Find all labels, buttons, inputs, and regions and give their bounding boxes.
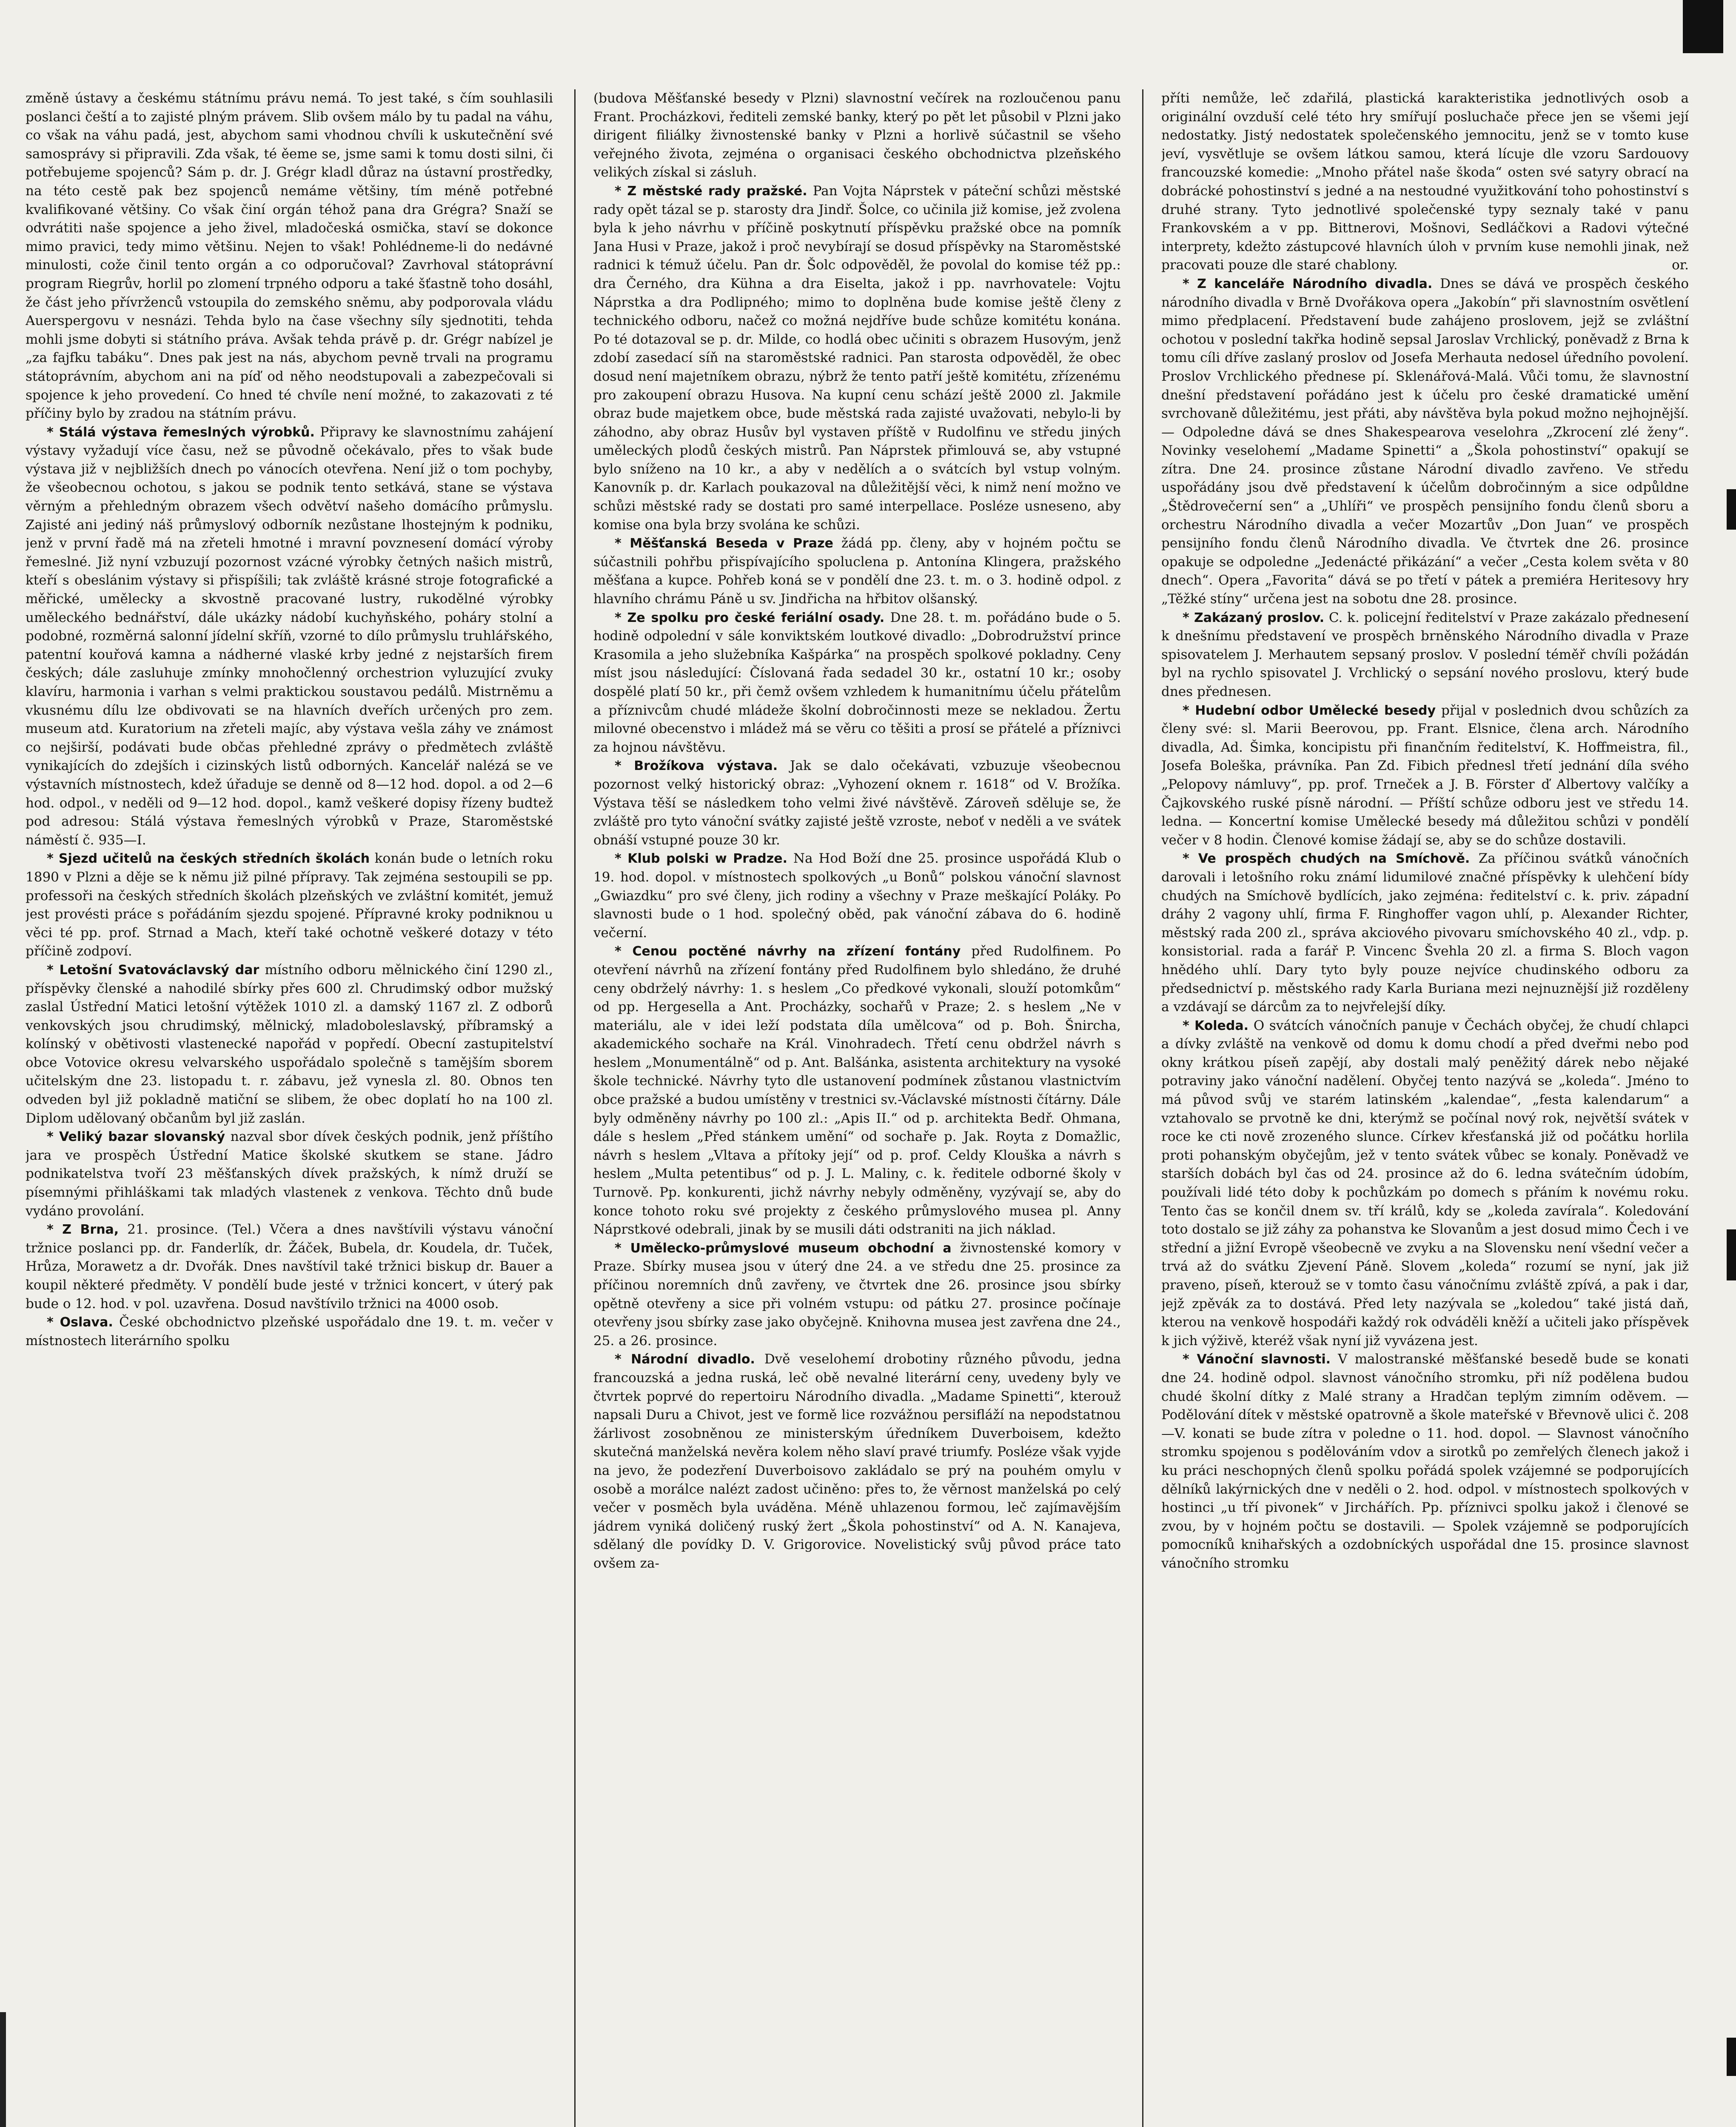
article-text: 21. prosince. (Tel.) Včera a dnes navštívili výstavu vánoční tržnice poslanci pp. dr. Fanderlík, dr. Žáček, Bubela, dr. Koudela, dr. Tuček, Hrůza, Morawetz a dr. Dvořák. Dnes navštívil také tržnici biskup dr. Bauer a koupil některé předměty. V pondělí bude jesté v tržnici koncert, v úterý pak bude o 12. hod. v pol. uzavřena. Dosud navštívilo tržnici na 4000 osob. [26, 1222, 553, 1312]
article-heading: * Národní divadlo. [615, 1352, 755, 1367]
article-heading: * Hudební odbor Umělecké besedy [1183, 703, 1436, 718]
article-text: Za příčinou svátků vánočních darovali i letošního roku známí lidumilové značné příspěvky k ulehčení bídy chudých na Smíchově bydlících, jako zejména: ředitelství c. k. priv. západní dráhy 2 vagony uhlí, firma F. Ringhoffer vagon uhlí, p. Alexander Richter, městský rada 200 zl., správa akciového pivovaru smíchovského 40 zl., vdp. p. konsistorial. rada a farář P. Vincenc Švehla 20 zl. a firma S. Bloch vagon hnědého uhlí. Dary tyto byly pouze nejvíce chudinského odboru za předsednictví p. městského rady Karla Buriana mezi nejnuznější již rozděleny a vzdávají se dárcům za to nejvřelejší díky. [1161, 851, 1689, 1015]
article-text: Dvě veselohemí drobotiny různého původu, jedna francouzská a jedna ruská, leč obě nevalné literární ceny, uvedeny byly ve čtvrtek poprvé do repertoiru Národního divadla. „Madame Spinetti“, kterouž napsali Duru a Chivot, jest ve formě lice rozvážnou persifláží na nepodstatnou žárlivost zosobněnou ze ministerským úředníkem Duverboisem, kdežto skutečná manželská nevěra kolem něho slaví pravé triumfy. Posléze však vyjde na jevo, že podezření Duverboisovo zakládalo se prý na pouhém omylu v osobě a morálce nalézt zadost učiněno: přes to, že věrnost manželská po celý večer v posměch byla uváděna. Méně uhlazenou formou, leč zajímavějším jádrem vyniká doličený ruský žert „Škola pohostinství“ od A. N. Kanajeva, sdělaný dle povídky D. V. Grigorovice. Novelistický svůj původ práce tato ovšem za- [593, 1351, 1121, 1571]
article-paragraph [593, 1239, 1121, 1351]
article-paragraph [1161, 1350, 1689, 1573]
article-heading: * Vánoční slavnosti. [1183, 1352, 1331, 1367]
article-paragraph [593, 850, 1121, 942]
article-paragraph [593, 182, 1121, 534]
article-paragraph [1161, 1017, 1689, 1351]
article-text: O svátcích vánočních panuje v Čechách obyčej, že chudí chlapci a dívky zvláště na venkově od domu k domu chodí a před dveřmi nebo pod okny krátkou píseň zapějí, aby dostali malý peněžitý dárek nebo nějaké potraviny jako vánoční nadělení. Obyčej tento nazývá se „koleda“. Jméno to má původ svůj ve starém latinském „kalendae“, „festa kalendarum“ a vztahovalo se prvotně ke dni, kterýmž se počínal nový rok, největší svátek v roce ke cti nově zrozeného slunce. Církev křesťanská již od počátku horlila proti pohanským obyčejům, jež v tento svátek vůbec se konaly. Poněvadž ve starších dobách byl čas od 24. prosince až do 6. ledna svátečním údobím, používali lidé této doby k pochůzkám po domech s přáním k novému roku. Tento čas se končil dnem sv. tří králů, kdy se „koleda zavírala“. Koledování toto dostalo se již záhy za pohanstva ke Slovanům a jest dosud mimo Čech i ve střední a jižní Evropě všeobecně ve zvyku a na Slovensku není všední večer a trvá až do svátku Zjevení Páně. Slovem „koleda“ rozumí se nyní, jak již praveno, píseň, kterouž se v tomto času vánočnímu zvláště zpívá, a pak i dar, jejž zpěvák za to dostává. Před lety nazývala se „koledou“ také jistá daň, kterou na venkově hospodáři každý rok odváděli kněží a učiteli jako příspěvek k jich výživě, kteréž však nyní již vyvázena jest. [1161, 1018, 1689, 1349]
scan-edge-mark [1727, 1229, 1736, 1280]
article-text: místního odboru mělnického činí 1290 zl., příspěvky členské a nahodilé sbírky přes 600 zl. Chrudimský odbor mužský zaslal Ústřední Matici letošní výtěžek 1010 zl. a damský 1167 zl. Z odborů venkovských jsou chrudimský, mělnický, mladoboleslavský, příbramský a kolínský v obětivosti vlastenecké napořád v popředí. Obecní zastupitelství obce Votovice okresu velvarského uspořádalo společně s tamějším sborem učitelským dne 23. listopadu t. r. zábavu, jež vynesla zl. 80. Obnos ten odveden byl již pokladně matiční se slibem, že obec doplatí ho na 100 zl. Diplom udělovaný občanům byl již zaslán. [26, 962, 553, 1126]
scan-edge-mark [1683, 0, 1723, 53]
article-text: (budova Měšťanské besedy v Plzni) slavnostní večírek na rozloučenou panu Frant. Procházkovi, řediteli zemské banky, který po pět let působil v Plzni jako dirigent filiálky živnostenské banky v Plzni a horlivě súčastnil se všeho veřejného života, zejména o organisaci českého obchodnictva plzeňského velikých získal si zásluh. [593, 91, 1121, 180]
article-text: přijal v poslednich dvou schůzích za členy své: sl. Marii Beerovou, pp. Frant. Elsnice, člena arch. Národního divadla, Ad. Šimka, koncipistu při finančním ředitelství, K. Hoffmeistra, fil., Josefa Boleška, právníka. Pan Zd. Fibich přednesl třetí jednání díla svého „Pelopovy námluvy“, pp. prof. Trneček a J. B. Förster ď Albertovy valčíky a Čajkovského ruské písně národní. — Příští schůze odboru jest ve středu 14. ledna. — Koncertní komise Umělecké besedy má důležitou schůzi v pondělí večer v 8 hodin. Členové komise žádají se, aby se do schůze dostavili. [1161, 702, 1689, 848]
text-column-3 [1161, 89, 1689, 2127]
article-heading: * Koleda. [1183, 1018, 1249, 1033]
article-text: žádá pp. členy, aby v hojném počtu se súčastnili pohřbu přispívajícího spoluclena p. Antonína Klingera, pražského měšťana a kupce. Pohřeb koná se v pondělí dne 23. t. m. o 3. hodině odpol. z hlavního chrámu Páně u sv. Jindřicha na hřbitov olšanský. [593, 536, 1121, 607]
article-paragraph [26, 1313, 553, 1350]
article-heading: * Letošní Svatováclavský dar [47, 962, 259, 978]
article-heading: * Ve prospěch chudých na Smíchově. [1183, 851, 1470, 867]
article-text: nazval sbor dívek českých podnik, jenž příštího jara ve prospěch Ústřední Matice školské skutkem se stane. Jádro podnikatelstva tvoří 23 měšťanských dívek pražských, k nímž druží se písemnými přihláškami tak mladých vlastenek z venkova. Těchto dnů bude vydáno provolání. [26, 1129, 553, 1219]
article-paragraph [593, 1350, 1121, 1573]
column-divider [574, 89, 576, 2127]
article-text: Připravy ke slavnostnímu zahájení výstavy vyžadují více času, než se původně očekávalo, přes to však bude výstava již v nejbližších dnech po vánocích otevřena. Není již o tom pochyby, že všeobecnou ochotou, s jakou se podnik tento setkává, stane se výstava věrným a přehledným obrazem všech odvětví našeho domácího průmyslu. Zajisté ani jediný náš průmyslový odborník nezůstane lhostejným k podniku, jenž v první řadě má na zřeteli hmotné i mravní povznesení domácí výroby řemeslné. Již nyní vzbuzují pozornost vzácné výrobky četných našich mistrů, kteří s obeslánim výstavy si přispíšili; tak zvláště krásné stroje fotografické a měřické, umělecky a skvostně pracované lustry, rukodělné výrobky uměleckého bednářství, dále ukázky nádobí kuchyňského, poháry stolní a podobné, rozměrná salonní jídelní skříň, vzorné to dílo průmyslu truhlářského, patentní kouřová kamna a nádherné vlaské krby jedné z nejstarších firem českých; dále zasluhuje zmínky mnohočlenný orchestrion vyluzující zvuky klavíru, harmonia i varhan s velmi praktickou soustavou pedálů. Mistrněmu a vkusnému dílu lze obdivovati se na hlavních dveřích určených pro zem. museum atd. Kuratorium na zřeteli majíc, aby výstava vešla záhy ve známost co nejširší, podávati bude občas přehledné zprávy o předmětech zvláště vynikajících do zdejších i cizinských listů odborných. Kancelář nalézá se ve výstavních místnostech, kdež úřaduje se denně od 8—12 hod. dopol. a od 2—6 hod. odpol., v neděli od 9—12 hod. dopol., kamž veškeré dopisy řízeny budtež pod adresou: Stálá výstava řemeslných výrobků v Praze, Staroměstské náměstí č. 935—I. [26, 424, 553, 848]
column-divider [1142, 89, 1143, 2127]
article-text: živnostenské komory v Praze. Sbírky musea jsou v úterý dne 24. a ve středu dne 25. prosince za příčinou noremních dnů zavřeny, ve čtvrtek dne 26. prosince jsou sbírky opětně otevřeny a sice při volném vstupu: od pátku 27. prosince počínaje otevřeny jsou sbírky zase jako obyčejně. Knihovna musea jest zavřena dne 24., 25. a 26. prosince. [593, 1240, 1121, 1349]
article-paragraph [1161, 609, 1689, 701]
article-heading: * Z městské rady pražské. [615, 183, 807, 199]
article-heading: * Měšťanská Beseda v Praze [615, 536, 833, 551]
article-heading: * Brožíkova výstava. [615, 758, 778, 774]
author-signature: or. [1672, 257, 1689, 273]
article-text: konán bude o letních roku 1890 v Plzni a děje se k němu již pilné přípravy. Tak zejména sestoupili se pp. professoři na českých středních školách plzeňských ve zvláštní komitét, jemuž jest provésti práce s pořádáním sjezdu spojené. Přípravné kroky podniknou u věci té pp. prof. Strnad a Mach, kteří také ochotně veškeré dotazy v této příčině zodpoví. [26, 851, 553, 959]
article-text: Na Hod Boží dne 25. prosince uspořádá Klub o 19. hod. dopol. v místnostech spolkových „u Bonů“ polskou vánoční slavnost „Gwiazdku“ pro své členy, jich rodiny a všechny v Praze meškající Poláky. Po slavnosti bude o 1 hod. společný oběd, pak vánoční zábava do 6. hodině večerní. [593, 851, 1121, 941]
article-paragraph [593, 757, 1121, 850]
article-heading: * Ze spolku pro české feriální osady. [615, 610, 885, 625]
article-text: Jak se dalo očekávati, vzbuzuje všeobecnou pozornost velký historický obraz: „Vyhození oknem r. 1618“ od V. Brožíka. Výstava těší se následkem toho velmi živé návštěvě. Zároveň sděluje se, že zvláště pro tyto vánoční svátky zajisté ještě vzroste, neboť v neděli a ve svátek obnáší vstupné pouze 30 kr. [593, 758, 1121, 848]
article-paragraph [1161, 275, 1689, 609]
article-heading: * Umělecko-průmyslové museum obchodní a [615, 1240, 952, 1256]
newspaper-page [26, 89, 1710, 2127]
article-text: před Rudolfinem. Po otevření návrhů na zřízení fontány před Rudolfinem bylo shledáno, že druhé ceny obdrželý návrhy: 1. s heslem „Co předkové vykonali, slouží potomkům“ od pp. Hergesella a Ant. Procházky, sochařů v Praze; 2. s heslem „Ne v materiálu, ale v idei leží podstata díla umělcova“ od p. Boh. Šnircha, akademického sochaře na Král. Vinohradech. Třetí cenu obdržel návrh s heslem „Monumentálně“ od p. Ant. Balšánka, asistenta architektury na vysoké škole technické. Návrhy tyto dle ustanovení podmínek zůstanou vlastnictvím obce pražské a budou umístěny v trestnici sv.-Václavské místnosti čítárny. Dále byly odměněny návrhy po 100 zl.: „Apis II.“ od p. architekta Bedř. Ohmana, dále s heslem „Před stánkem umění“ od sochaře p. Jak. Royta z Domažlic, návrh s heslem „Vltava a přítoky její“ od p. prof. Celdy Klouška a návrh s heslem „Multa petentibus“ od p. J. L. Maliny, c. k. ředitele odborné školy v Turnově. Pp. konkurenti, jichž návrhy nebyly odměněny, vyzývají se, aby do konce tohoto roku své projekty z českého průmyslového musea pl. Anny Náprstkové odebrali, jinak by se musili dáti odstraniti na jich náklad. [593, 944, 1121, 1237]
article-text: České obchodnictvo plzeňské uspořádalo dne 19. t. m. večer v místnostech literárního spolku [26, 1314, 553, 1349]
article-heading: * Veliký bazar slovanský [47, 1129, 225, 1145]
scan-edge-mark [1727, 489, 1736, 530]
article-text: V malostranské měšťanské besedě bude se konati dne 24. hodině odpol. slavnost vánočního stromku, při níž podělena budou chudé školní dítky z Malé strany a Hradčan teplým zimním oděvem. — Podělování dítek v městské opatrovně a škole mateřské v Břevnově ulici č. 208—V. konati se bude zítra v poledne o 11. hod. dopol. — Slavnost vánočního stromku spojenou s podělováním vdov a sirotků po zemřelých členech jakož i ku práci neschopných členů spolku pořádá spolek vzájemné se podporujících dělníků lakýrnických dne v neděli o 2. hod. odpol. v místnostech spolkových v hostinci „u tří pivonek“ v Jirchářích. Pp. příznivci spolku jakož i členové se zvou, by v hojném počtu se dostavili. — Spolek vzájemně se podporujících pomocníků knihařských a ozdobníckých uspořádal dne 15. prosince slavnost vánočního stromku [1161, 1351, 1689, 1571]
article-paragraph [593, 89, 1121, 182]
article-text: příti nemůže, leč zdařilá, plastická karakteristika jednotlivých osob a originální ovzduší celé této hry smířují posluchače přece jen se všemi její nedostatky. Jistý nedostatek společenského jemnocitu, jenž se v tomto kuse jeví, vysvětluje se ovšem látkou samou, která lícuje dle vzoru Sardouovy francouzské komedie: „Mnoho přátel naše škoda“ osten své satyry obrací na dobrácké pohostinství s jedné a na nestoudné využitkování toho pohostinství s druhé strany. Tyto jednotlivé společenské typy seznaly také v panu Frankovském a v pp. Bittnerovi, Mošnovi, Sedláčkovi a Radovi výtečné interprety, kdežto zástupcové hlavních úloh v prvním kuse nemohli jinak, než pracovati pouze dle staré chablony. [1161, 91, 1689, 273]
article-paragraph [1161, 89, 1689, 275]
article-paragraph [26, 89, 553, 423]
article-paragraph [26, 850, 553, 961]
article-heading: * Stálá výstava řemeslných výrobků. [47, 425, 315, 440]
article-paragraph [593, 534, 1121, 608]
article-paragraph [26, 1128, 553, 1220]
article-paragraph [593, 942, 1121, 1239]
article-heading: * Cenou poctěné návrhy na zřízení fontány [615, 944, 961, 959]
article-heading: * Z kanceláře Národního divadla. [1183, 276, 1433, 291]
article-heading: * Z Brna, [47, 1222, 119, 1237]
article-heading: * Sjezd učitelů na českých středních školách [47, 851, 370, 867]
article-text: C. k. policejní ředitelství v Praze zakázalo přednesení k dnešnímu představení ve prospěch brněnského Národního divadla v Praze spisovatelem J. Merhautem sepsaný proslov. V poslední téměř chvíli požádán byl na rychlo spisovatel J. Vrchlický o sepsání nového proslovu, který bude dnes přednesen. [1161, 610, 1689, 699]
article-heading: * Klub polski w Pradze. [615, 851, 787, 867]
text-column-1 [26, 89, 553, 2127]
scan-edge-mark [0, 2012, 6, 2127]
article-paragraph [26, 1220, 553, 1313]
article-text: Pan Vojta Náprstek v páteční schůzi městské rady opět tázal se p. starosty dra Jindř. Šolce, co učinila již komise, jež zvolena byla k jeho návrhu v příčině poskytnutí příspěvku pražské obce na pomník Jana Husi v Praze, jakož i proč nevybírají se dosud příspěvky na Staroměstské radnici k témuž účelu. Pan dr. Šolc odpověděl, že povolal do komise též pp.: dra Černého, dra Kühna a dra Eiselta, jakož i pp. navrhovatele: Vojtu Náprstka a dra Podlipného; mimo to doplněna bude komise ještě členy z technického odboru, načež co možná nejdříve bude schůze komitétu konána. Po té dotazoval se p. dr. Milde, co hodlá obec učiniti s obrazem Husovým, jenž zdobí zasedací síň na staroměstské radnici. Pan starosta odpověděl, že obec dosud není majetníkem obrazu, nýbrž že tento patří ještě komitétu, zřízenému pro zakoupení obrazu Husova. Na kupní cenu schází ještě 2000 zl. Jakmile obraz bude majetkem obce, bude městská rada zajisté uvažovati, nebylo-li by záhodno, aby obraz Husův byl vystaven příště v Rudolfinu ve středu jiných uměleckých plodů českých mistrů. Pan Náprstek přimlouvá se, aby vstupné bylo sníženo na 10 kr., a aby v nedělích a o svátcích byl vstup volným. Kanovník p. dr. Karlach poukazoval na důležitější věci, k nimž není možno ve schůzi městské rady se dostati pro samé interpellace. Posléze usneseno, aby komise ona byla brzy svolána ke schůzi. [593, 183, 1121, 533]
article-paragraph [26, 423, 553, 850]
article-paragraph [1161, 850, 1689, 1016]
text-column-2 [593, 89, 1121, 2127]
article-paragraph [593, 609, 1121, 757]
article-heading: * Oslava. [47, 1315, 113, 1330]
article-paragraph [1161, 701, 1689, 850]
article-paragraph [26, 961, 553, 1128]
article-text: Dnes se dává ve prospěch českého národního divadla v Brně Dvořákova opera „Jakobín“ při slavnostním osvětlení mimo předplacení. Představení bude zahájeno proslovem, jejž se zvláštní ochotou v poslední takřka hodině sepsal Jaroslav Vrchlický, poněvadž z Brna k tomu cíli dříve zaslaný proslov od Josefa Merhauta nedosel úředního povolení. Proslov Vrchlického přednese pí. Sklenářová-Malá. Vůči tomu, že slavnostní dnešní představení pořádáno jest k účelu pro české dramatické umění svrchovaně důležitému, jest přáti, aby návštěva byla pokud možno nejhojnější. — Odpoledne dává se dnes Shakespearova veselohra „Zkrocení zlé ženy“. Novinky veselohemí „Madame Spinetti“ a „Škola pohostinství“ opakují se zítra. Dne 24. prosince zůstane Národní divadlo zavřeno. Ve středu uspořádány jsou dvě představení k účelům dobročinným a sice odpůldne „Štědrovečerní sen“ a „Uhlíři“ ve prospěch pensijního fondu členů sboru a orchestru Národního divadla a večer Mozartův „Don Juan“ ve prospěch pensijního fondu členů Národního divadla. Ve čtvrtek dne 26. prosince opakuje se odpoledne „Jedenácté přikázání“ a večer „Cesta kolem světa v 80 dnech“. Opera „Favorita“ dává se po třetí v pátek a premiéra Heritesovy hry „Těžké stíny“ určena jest na sobotu dne 28. prosince. [1161, 276, 1689, 607]
scan-edge-mark [1727, 2038, 1736, 2076]
article-heading: * Zakázaný proslov. [1183, 610, 1325, 625]
article-text: změně ústavy a českému státnímu právu nemá. To jest také, s čím souhlasili poslanci čeští a to zajisté plným právem. Slib ovšem málo by tu padal na váhu, co však na váhu padá, jest, abychom sami vhodnou chvíli k uskutečnění své samosprávy si připravili. Zda však, té ěeme se, jsme sami k tomu dosti silni, či potřebujeme spojenců? Sám p. dr. J. Grégr kladl důraz na ústavní prostředky, na této cestě pak bez spojenců nemáme většiny, tím méně potřebné kvalifikované většiny. Co však činí orgán téhož pana dra Grégra? Snaží se odvrátiti naše spojence a jeho živel, mladočeská osmička, staví se dokonce mimo pravici, tedy mimo většinu. Nejen to však! Pohlédneme-li do nedávné minulosti, cože činil tento orgán a co odporučoval? Zavrhoval státoprávní program Riegrův, horlil po zlomení trpného odporu a také šťastně toho dosáhl, že část jeho přívrženců vstoupila do zemského sněmu, aby podporovala vládu Auerspergovu v nesnázi. Tehda bylo na čase všechny síly sjednotiti, tehda mohli jsme dobyti si státního práva. Avšak tehda právě p. dr. Grégr nabízel je „za fajfku tabáku“. Dnes pak jest na nás, abychom pevně trvali na programu státoprávním, abychom ani na píď od něho neodstupovali a zabezpečovali si spojence k jeho provedení. Co hned té chvíle není možné, to zakazovati z té příčiny bylo by zradou na státním právu. [26, 91, 553, 422]
article-text: Dne 28. t. m. pořádáno bude o 5. hodině odpolední v sále konviktském loutkové divadlo: „Dobrodružství prince Krasomila a jeho služebníka Kašpárka“ na prospěch spolkové pokladny. Ceny míst jsou následující: Číslovaná řada sedadel 30 kr., ostatní 10 kr.; osoby dospělé platí 50 kr., při čemž ovšem vzhledem k humanitnímu účelu přátelům a příznivcům chudé mládeže školní dobročinnosti meze se nekladou. Žertu milovné obecenstvo i mládež má se věru co těšiti a prosí se přátelé a příznivci za hojnou návštěvu. [593, 610, 1121, 755]
